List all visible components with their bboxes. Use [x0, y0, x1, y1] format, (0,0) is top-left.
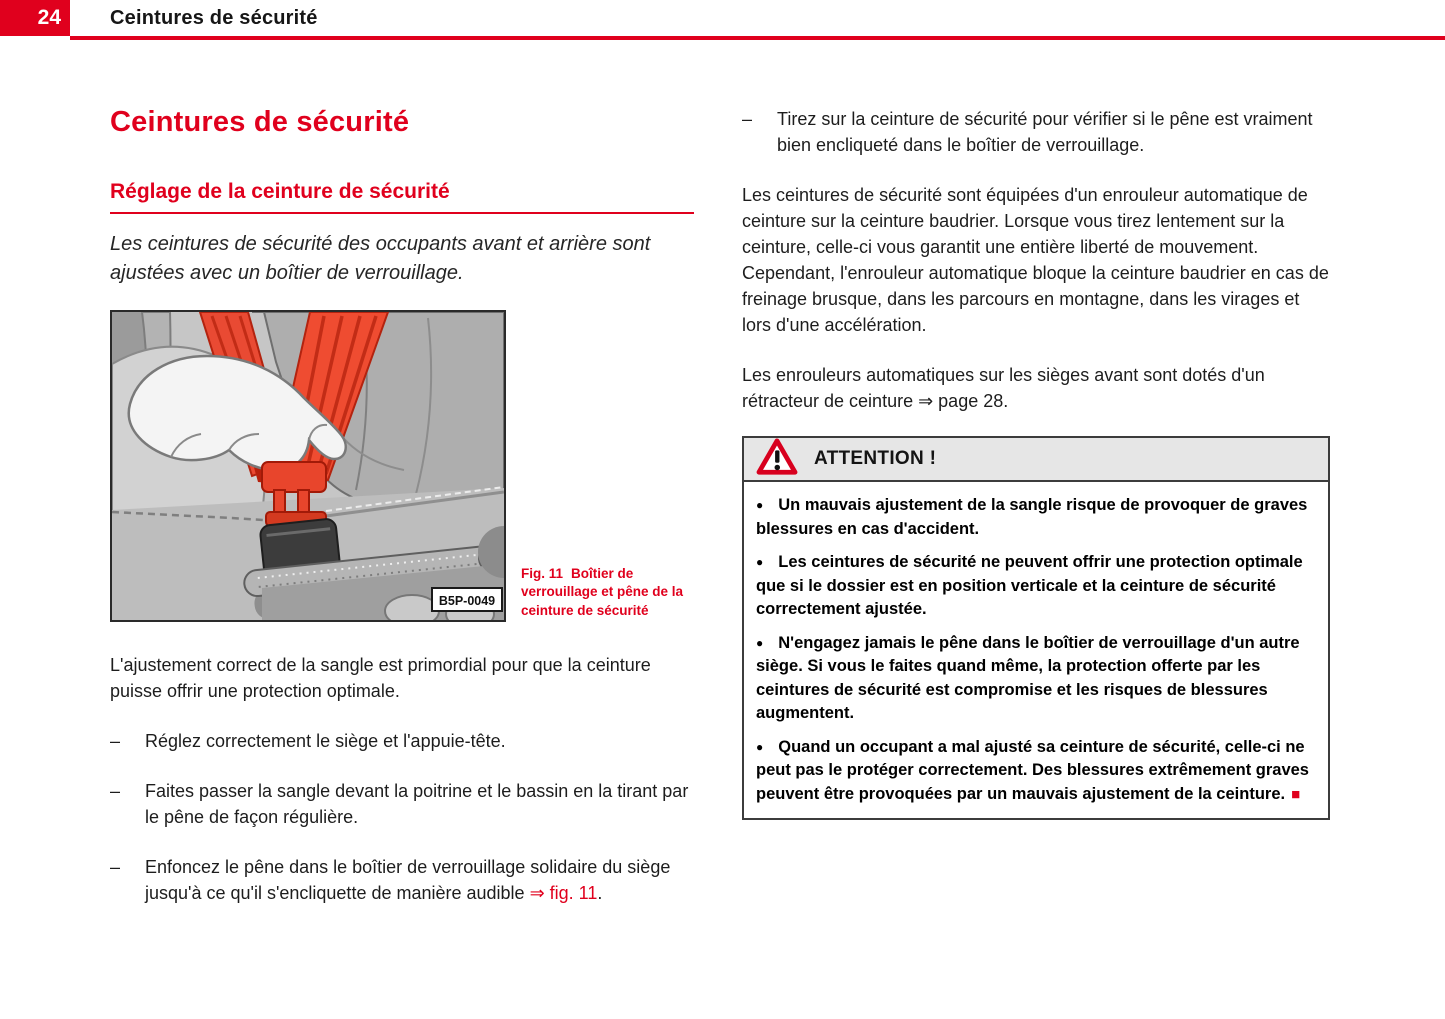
right-column [742, 106, 1330, 820]
section-end-marker: ■ [1291, 785, 1301, 803]
figure-caption [521, 565, 693, 623]
body-paragraph: L'ajustement correct de la sangle est primordial pour que la ceinture puisse offrir une protection optimale. [110, 655, 651, 701]
figure-block [110, 310, 694, 622]
figure-cross-reference-link[interactable]: ⇒ fig. 11 [529, 883, 598, 903]
warning-title: ATTENTION ! [814, 448, 937, 469]
body-paragraph: Les ceintures de sécurité sont équipées d'un enrouleur automatique de ceinture sur la ceinture baudrier. Lorsque vous tirez lentement sur la ceinture, celle-ci vous garantit une entière liberté de mouvement. Cependant, l'enrouleur automatique bloque la ceinture baudrier en cas de freinage brusque, dans les parcours en montagne, dans les virages et lors d'une accélération. [742, 185, 1329, 335]
step-text: Faites passer la sangle devant la poitrine et le bassin en la tirant par le pêne de façon régulière. [145, 781, 689, 827]
step-text: Tirez sur la ceinture de sécurité pour vérifier si le pêne est vraiment bien encliqueté dans le boîtier de verrouillage. [777, 109, 1313, 155]
bullet-icon: ● [756, 555, 764, 569]
page-number-badge [0, 0, 70, 36]
step-dash: – [110, 731, 121, 751]
image-code-label [432, 588, 502, 611]
section-title: Réglage de la ceinture de sécurité [110, 180, 450, 203]
step-dash: – [110, 781, 121, 801]
instruction-step [742, 106, 1330, 158]
instruction-step [110, 728, 694, 754]
instruction-step [110, 854, 694, 906]
body-paragraph: Les enrouleurs automatiques sur les sièges avant sont dotés d'un rétracteur de ceinture ⇒ page 28. [742, 365, 1265, 411]
chapter-title: Ceintures de sécurité [110, 7, 318, 29]
bullet-icon: ● [756, 739, 764, 754]
warning-body [744, 482, 1328, 818]
step-text: Réglez correctement le siège et l'appuie-tête. [145, 731, 506, 751]
figure-11-illustration [110, 310, 506, 622]
lead-paragraph: Les ceintures de sécurité des occupants avant et arrière sont ajustées avec un boîtier de verrouillage. [110, 233, 651, 284]
left-column [110, 106, 694, 906]
warning-item: ● Les ceintures de sécurité ne peuvent offrir une protection optimale que si le dossier est en position verticale et la ceinture de sécurité correctement ajustée. [756, 553, 1303, 618]
seatbelt-buckle-drawing [112, 312, 504, 620]
warning-item: ● N'engagez jamais le pêne dans le boîtier de verrouillage d'un autre siège. Si vous le faites quand même, la protection offerte par les ceintures de sécurité est compromise et les risques de blessures augmentent. [756, 633, 1300, 722]
figure-caption-text: Boîtier de verrouillage et pêne de la ceinture de sécurité [521, 565, 684, 618]
page-title: Ceintures de sécurité [110, 106, 410, 138]
section-heading [110, 180, 694, 214]
warning-item: ● Quand un occupant a mal ajusté sa ceinture de sécurité, celle-ci ne peut pas le protéger correctement. Des blessures extrêmement graves peuvent être provoquées par un mauvais ajustement de la ceinture. ■ [756, 737, 1309, 803]
bullet-icon: ● [756, 498, 764, 512]
step-dash: – [742, 109, 753, 129]
warning-triangle-icon [756, 438, 798, 481]
step-suffix: . [597, 883, 603, 903]
header-rule [70, 36, 1445, 40]
instruction-step [110, 778, 694, 830]
warning-item: ● Un mauvais ajustement de la sangle risque de provoquer de graves blessures en cas d'accident. [756, 496, 1308, 538]
figure-label: Fig. 11 [521, 565, 564, 581]
step-text: Enfoncez le pêne dans le boîtier de verrouillage solidaire du siège jusqu'à ce qu'il s'encliquette de manière audible ⇒ fig. 11. [145, 857, 671, 903]
warning-box [742, 436, 1330, 820]
page-number: 24 [37, 6, 61, 29]
image-code: B5P-0049 [438, 594, 496, 608]
warning-header [744, 438, 1328, 482]
step-dash: – [110, 857, 121, 877]
bullet-icon: ● [756, 635, 764, 650]
